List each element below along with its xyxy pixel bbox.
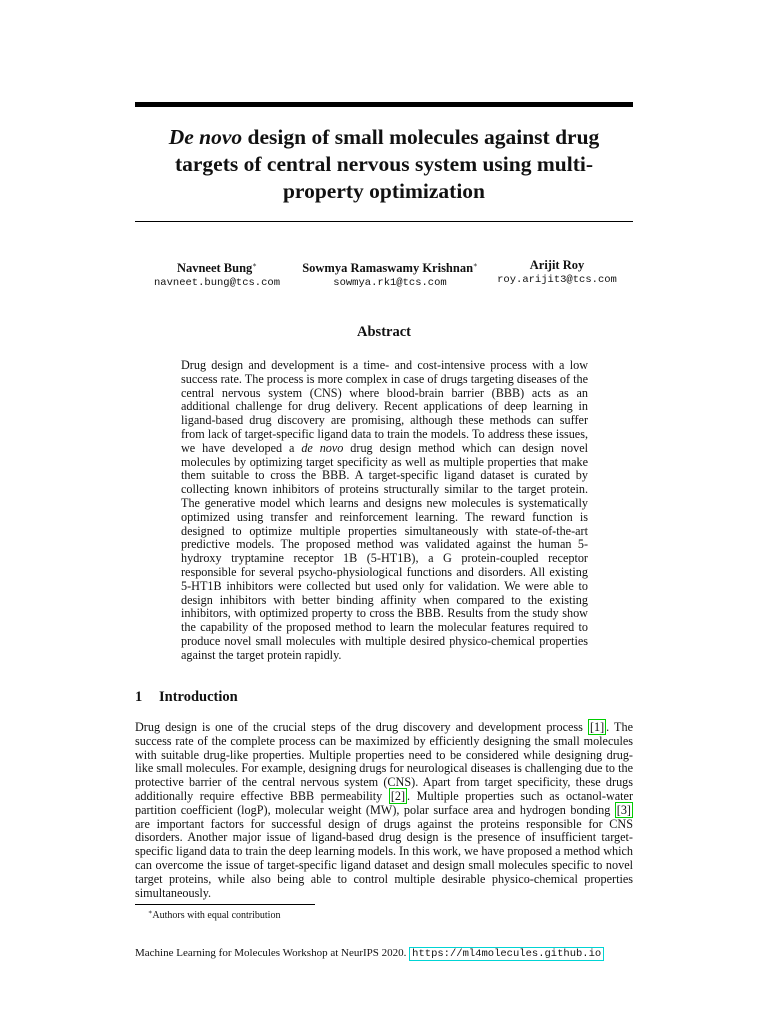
intro-text: are important factors for successful design of drugs against the proteins responsible for CNS disorders. Another major issue of ligand-based drug design is the presence of insufficient target-specific ligand data to train the deep learning models. In this work, we have proposed a method which can overcome the issue of target-specific ligand dataset and design small molecules specific to novel target proteins, while also being able to control multiple desirable physico-chemical properties simultaneously. (135, 816, 633, 900)
footnote (148, 906, 280, 922)
title-rule-bottom (135, 221, 633, 222)
section-number: 1 (135, 689, 143, 705)
author-3 (484, 257, 630, 287)
abstract-italic: de novo (301, 440, 344, 455)
author-1 (140, 257, 294, 290)
author-name: Sowmya Ramaswamy Krishnan (302, 261, 474, 275)
title-italic: De novo (168, 125, 243, 149)
author-2 (292, 257, 488, 290)
author-email: roy.arijit3@tcs.com (497, 274, 617, 286)
abstract-text-2: drug design method which can design novel molecules by optimizing target specificity as well as multiple properties that make them suitable to cross the BBB. A target-specific ligand dataset is curated by collecting known inhibitors of proteins structurally similar to the target protein. The generative model which learns and designs new molecules is systematically optimized using transfer and reinforcement learning. The reward function is designed to optimize multiple properties simultaneously with state-of-the-art predictive models. The proposed method was validated against the human 5-hydroxy tryptamine receptor 1B (5-HT1B), a G protein-coupled receptor responsible for several psycho-physiological functions and disorders. All existing 5-HT1B inhibitors were collected but used only for validation. We were able to design inhibitors with better binding affinity when compared to the existing inhibitors, with optimized property to cross the BBB. Results from the study show the capability of the proposed method to learn the molecular features required to produce novel small molecules with multiple desired physico-chemical properties against the target protein rapidly. (181, 440, 588, 662)
equal-contribution-mark: ∗ (473, 261, 478, 269)
section-heading-introduction (135, 688, 238, 706)
author-email: navneet.bung@tcs.com (153, 277, 281, 289)
intro-text: . Multiple properties such as octanol-water partition coefficient (logP), molecular weight (MW), polar surface area and hydrogen bonding (135, 788, 634, 817)
title-rule-top (135, 102, 633, 107)
page-footer (135, 946, 604, 961)
footnote-mark: ∗ (148, 909, 153, 916)
intro-text: . The success rate of the complete process can be maximized by efficiently designing the small molecules with suitable drug-like properties. Multiple properties need to be considered while designing drug-like small molecules. For example, designing drugs for neurological diseases is challenging due to the protective barrier of the central nervous system (CNS). Apart from target specificity, these drugs additionally require effective BBB permeability (135, 720, 633, 803)
citation-link-3[interactable]: [3] (616, 802, 631, 817)
citation-link-1[interactable]: [1] (589, 720, 605, 734)
abstract-body (181, 359, 588, 663)
author-name: Navneet Bung (176, 261, 253, 275)
equal-contribution-mark: ∗ (252, 261, 258, 269)
abstract-heading: Abstract (357, 324, 411, 340)
title-rest: design of small molecules against drug targets of central nervous system using multi-property optimization (174, 125, 600, 203)
citation-link-2[interactable]: [2] (390, 788, 406, 803)
abstract-text-1: Drug design and development is a time- and cost-intensive process with a low success rate. The process is more complex in case of drugs targeting diseases of the central nervous system (CNS) where blood-brain barrier (BBB) acts as an additional challenge for drug delivery. Recent applications of deep learning in ligand-based drug discovery are promising, although these methods can suffer from lack of target-specific ligand data to train the models. To address these issues, we have developed a (181, 358, 588, 455)
footnote-rule (135, 904, 315, 905)
footer-venue: Machine Learning for Molecules Workshop at NeurIPS 2020. (135, 947, 410, 959)
introduction-paragraph (135, 721, 633, 900)
paper-title (135, 124, 633, 205)
intro-text: Drug design is one of the crucial steps of the drug discovery and development process (135, 720, 588, 734)
author-email: sowmya.rk1@tcs.com (333, 277, 447, 289)
section-title: Introduction (159, 689, 238, 705)
author-name: Arijit Roy (529, 258, 585, 272)
workshop-url-link[interactable]: https://ml4molecules.github.io (409, 947, 604, 961)
footnote-text: Authors with equal contribution (152, 910, 281, 921)
